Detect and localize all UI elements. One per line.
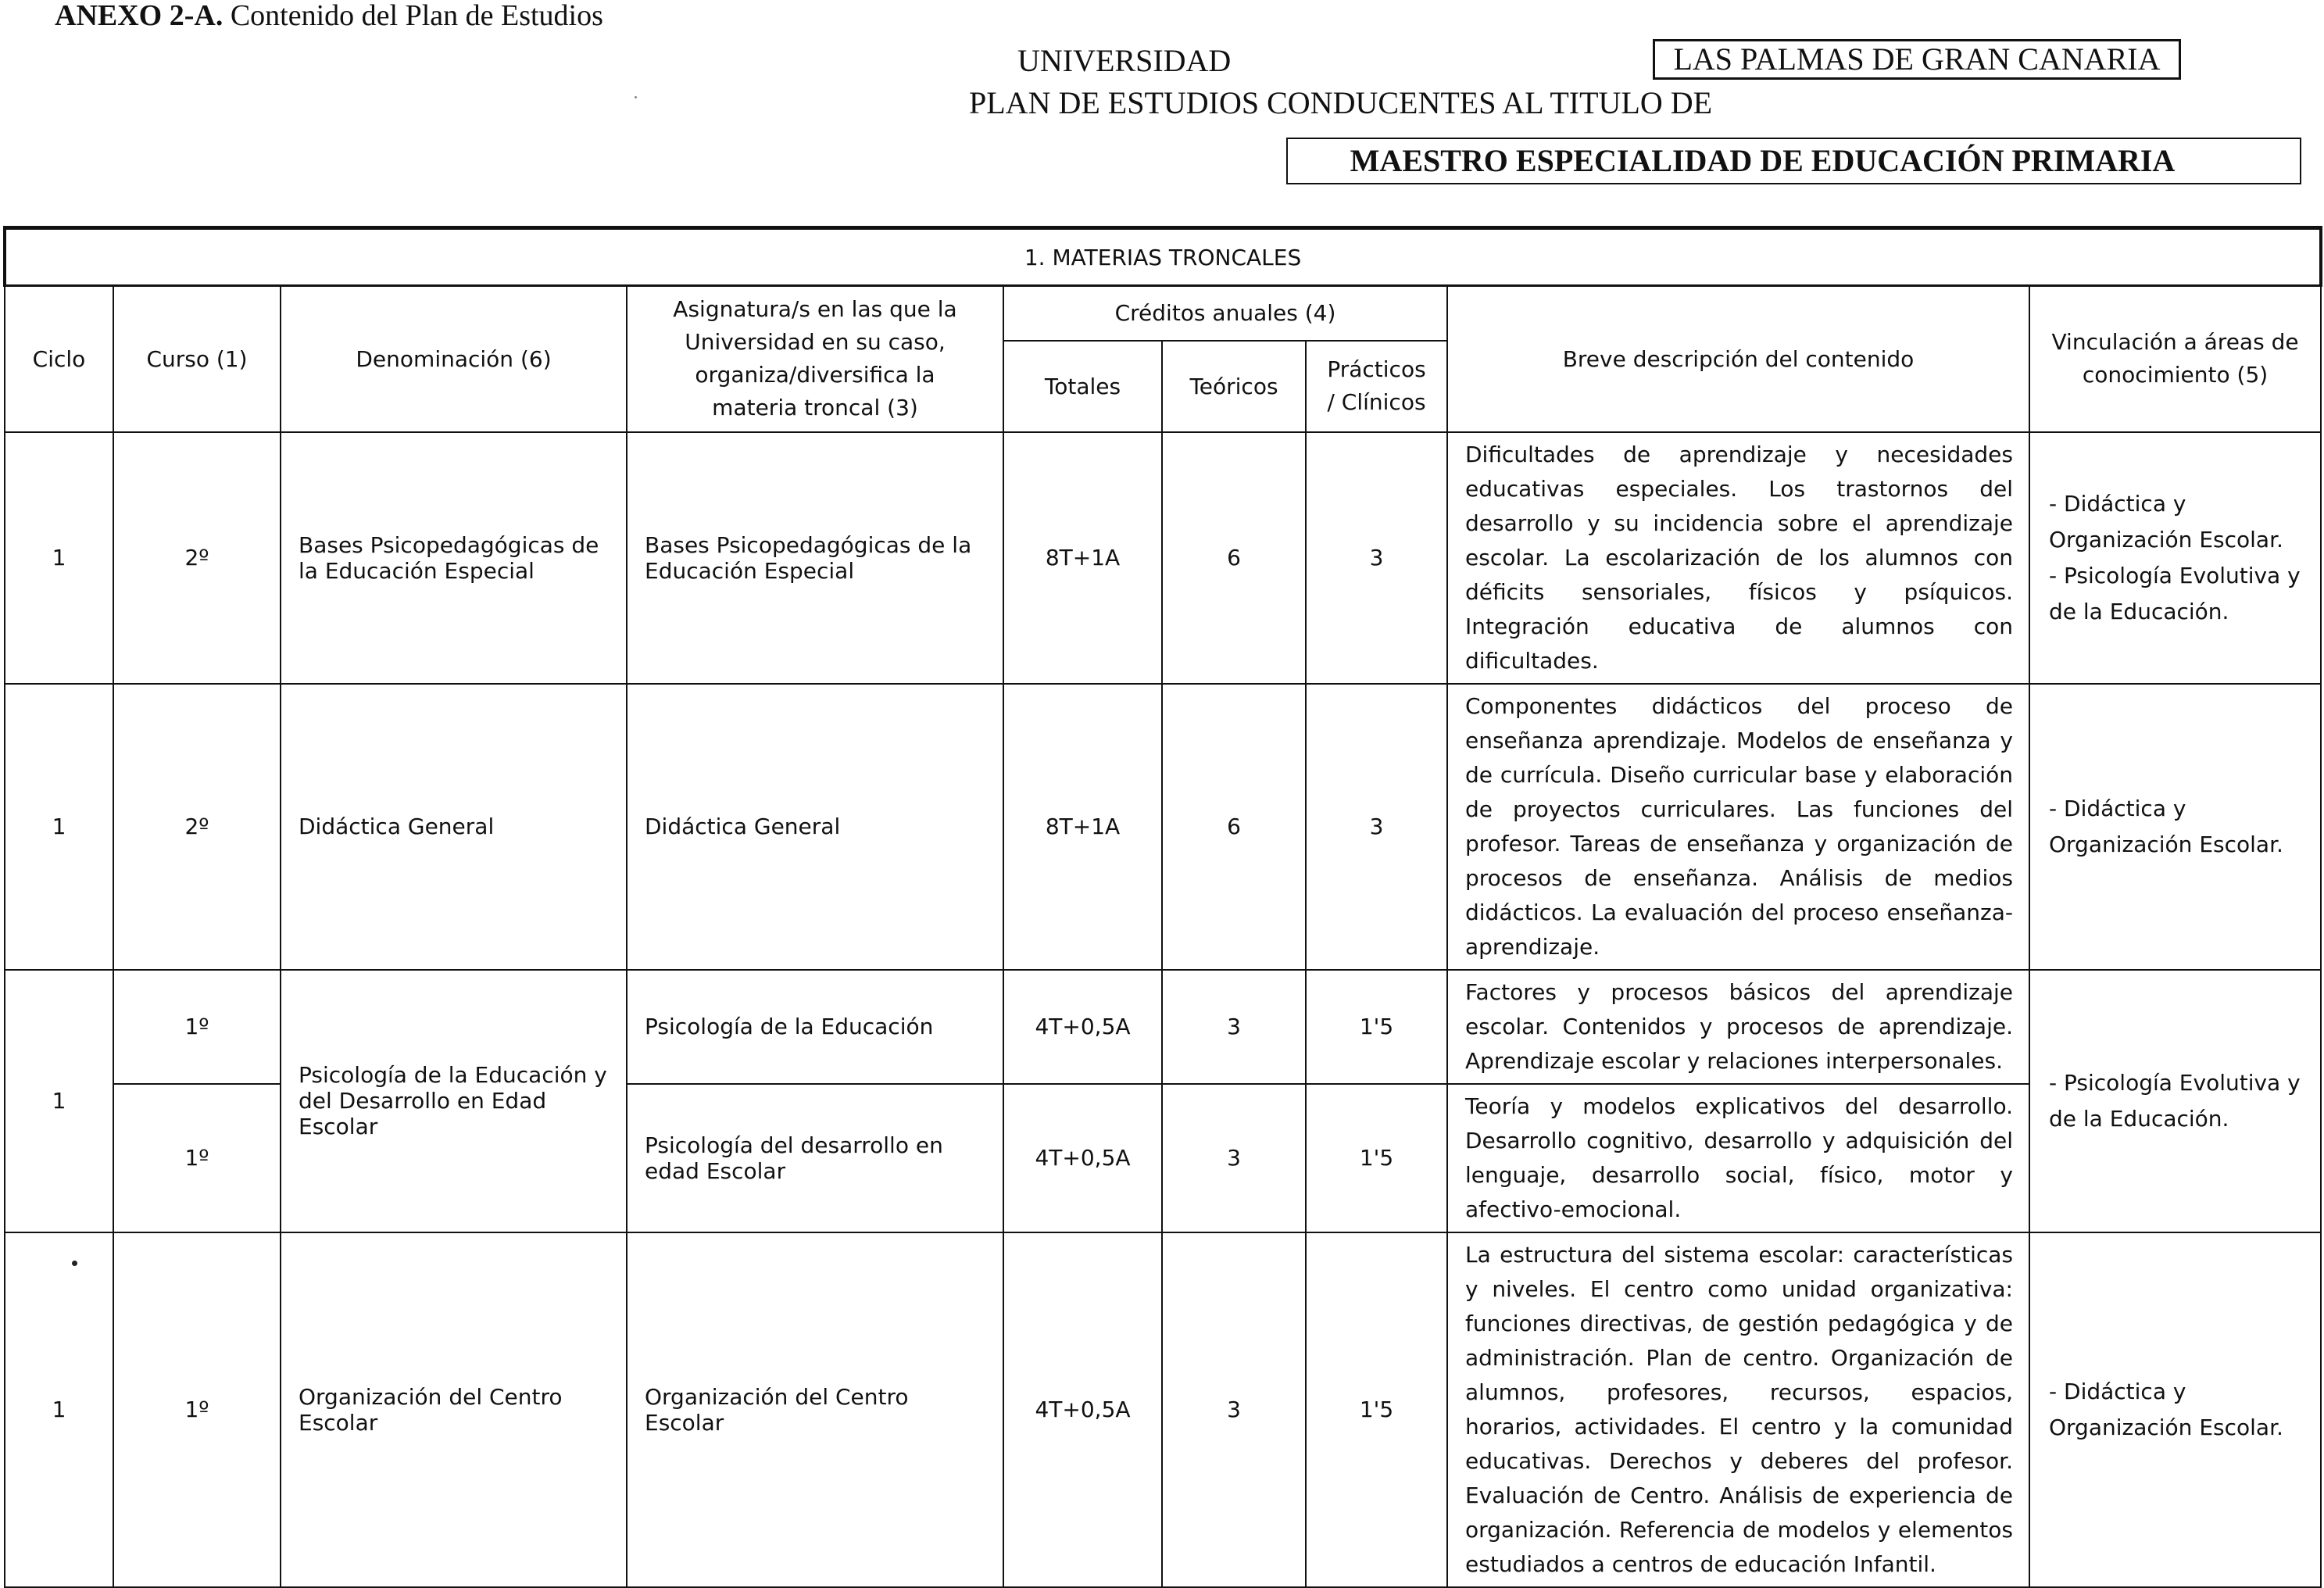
header-denominacion: Denominación (6) [281,286,627,432]
cell-asignatura: Psicología de la Educación [627,970,1003,1084]
cell-curso: 2º [113,432,281,684]
degree-title-box [1286,138,2301,184]
cell-teoricos: 6 [1162,432,1306,684]
cell-asignatura: Didáctica General [627,684,1003,970]
university-name: LAS PALMAS DE GRAN CANARIA [1653,39,2181,80]
cell-descripcion: Componentes didácticos del proceso de enseñanza aprendizaje. Modelos de enseñanza y de currícula. Diseño curricular base y elaboración de proyectos curriculares. Las funciones del profesor. Tareas de enseñanza y organización de procesos de enseñanza. Análisis de medios didácticos. La evaluación del proceso enseñanza-aprendizaje. [1447,684,2029,970]
annex-text: Contenido del Plan de Estudios [230,0,603,32]
degree-title: MAESTRO ESPECIALIDAD DE EDUCACIÓN PRIMARIA [1350,143,2176,178]
area-item: - Didáctica y Organización Escolar. [2049,795,2283,857]
cell-teoricos: 3 [1162,1084,1306,1232]
cell-vinculacion [2029,432,2321,684]
area-item: - Psicología Evolutiva y de la Educación. [2049,1069,2301,1132]
table-row [5,970,2321,1084]
annex-label: ANEXO 2-A. [55,0,223,32]
materias-table [3,226,2322,1588]
cell-teoricos: 3 [1162,970,1306,1084]
cell-practicos: 3 [1306,432,1447,684]
cell-vinculacion [2029,970,2321,1232]
cell-descripcion: Dificultades de aprendizaje y necesidades educativas especiales. Los trastornos del desarrollo y su incidencia sobre el aprendizaje escolar. La escolarización de los alumnos con déficits sensoriales, físicos y psíquicos. Integración educativa de alumnos con dificultades. [1447,432,2029,684]
cell-curso: 1º [113,1232,281,1587]
cell-totales: 4T+0,5A [1003,1084,1162,1232]
cell-denominacion: Organización del Centro Escolar [281,1232,627,1587]
header-vinculacion: Vinculación a áreas de conocimiento (5) [2029,286,2321,432]
cell-curso: 1º [113,1084,281,1232]
cell-denominacion: Didáctica General [281,684,627,970]
header-asignatura: Asignatura/s en las que la Universidad en su caso, organiza/diversifica la materia troncal (3) [627,286,1003,432]
cell-descripcion: La estructura del sistema escolar: características y niveles. El centro como unidad organizativa: funciones directivas, de gestión pedagógica y de administración. Plan de centro. Organización de alumnos, profesores, recursos, espacios, horarios, actividades. El centro y la comunidad educativas. Derechos y deberes del profesor. Evaluación de Centro. Análisis de experiencia de organización. Referencia de modelos y elementos estudiados a centros de educación Infantil. [1447,1232,2029,1587]
cell-teoricos: 6 [1162,684,1306,970]
plan-line: PLAN DE ESTUDIOS CONDUCENTES AL TITULO DE [969,85,1713,120]
cell-ciclo: 1 [5,970,113,1232]
cell-descripcion: Teoría y modelos explicativos del desarrollo. Desarrollo cognitivo, desarrollo y adquisición del lenguaje, desarrollo social, físico, motor y afectivo-emocional. [1447,1084,2029,1232]
header-curso: Curso (1) [113,286,281,432]
cell-ciclo: 1 [5,432,113,684]
header-descripcion: Breve descripción del contenido [1447,286,2029,432]
cell-asignatura: Bases Psicopedagógicas de la Educación Especial [627,432,1003,684]
cell-totales: 8T+1A [1003,684,1162,970]
header-ciclo: Ciclo [5,286,113,432]
annex-heading [55,0,603,33]
cell-practicos: 1'5 [1306,1084,1447,1232]
table-row [5,1232,2321,1587]
cell-vinculacion [2029,684,2321,970]
table-row [5,432,2321,684]
cell-practicos: 3 [1306,684,1447,970]
table-row [5,684,2321,970]
cell-teoricos: 3 [1162,1232,1306,1587]
cell-denominacion: Psicología de la Educación y del Desarrollo en Edad Escolar [281,970,627,1232]
header-totales: Totales [1003,341,1162,432]
header-practicos: Prácticos / Clínicos [1306,341,1447,432]
university-label: UNIVERSIDAD [1017,43,1232,78]
area-item: - Psicología Evolutiva y de la Educación. [2049,562,2301,624]
section-title: 1. MATERIAS TRONCALES [5,228,2321,286]
header-teoricos: Teóricos [1162,341,1306,432]
cell-vinculacion [2029,1232,2321,1587]
cell-curso: 1º [113,970,281,1084]
cell-totales: 4T+0,5A [1003,1232,1162,1587]
cell-practicos: 1'5 [1306,1232,1447,1587]
cell-ciclo: 1 [5,1232,113,1587]
cell-descripcion: Factores y procesos básicos del aprendizaje escolar. Contenidos y procesos de aprendizaje. Aprendizaje escolar y relaciones interpersonales. [1447,970,2029,1084]
cell-ciclo: 1 [5,684,113,970]
header-creditos: Créditos anuales (4) [1003,286,1447,341]
scan-speck [635,96,637,98]
cell-totales: 8T+1A [1003,432,1162,684]
cell-asignatura: Organización del Centro Escolar [627,1232,1003,1587]
cell-practicos: 1'5 [1306,970,1447,1084]
cell-denominacion: Bases Psicopedagógicas de la Educación Especial [281,432,627,684]
area-item: - Didáctica y Organización Escolar. [2049,490,2283,553]
cell-asignatura: Psicología del desarrollo en edad Escolar [627,1084,1003,1232]
area-item: - Didáctica y Organización Escolar. [2049,1378,2283,1440]
cell-curso: 2º [113,684,281,970]
cell-totales: 4T+0,5A [1003,970,1162,1084]
